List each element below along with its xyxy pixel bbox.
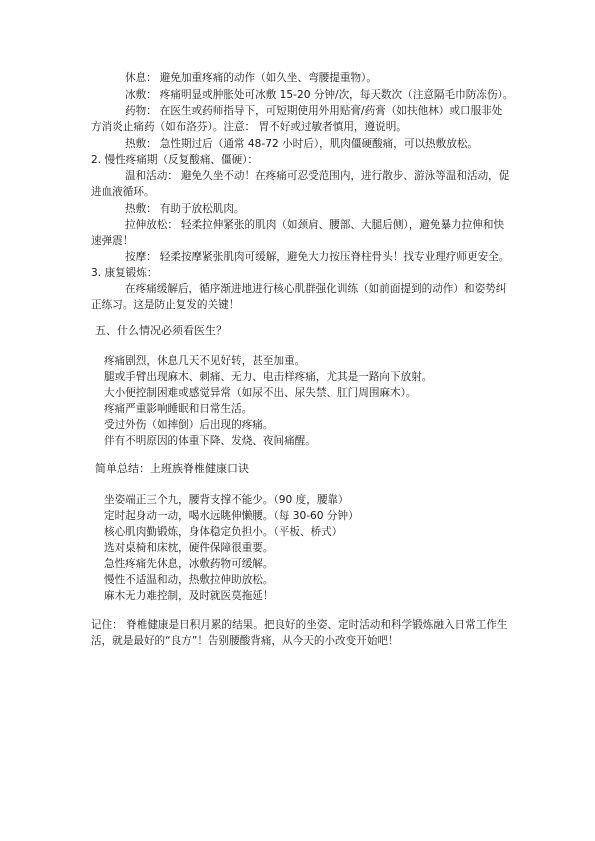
heat-chronic-label: 热敷：	[125, 203, 157, 215]
medicine-text-1: 在医生或药师指导下，可短期使用外用贴膏/药膏（如扶他林）或口服非处	[159, 105, 503, 117]
stretch-item	[125, 218, 504, 232]
rhyme-line: 定时起身动一动，喝水远眺伸懒腰。（每 30-60 分钟）	[104, 510, 359, 522]
doctor-item: 伴有不明原因的体重下降、发烧、夜间痛醒。	[104, 435, 316, 447]
doctor-item: 大小便控制困难或感觉异常（如尿不出、尿失禁、肛门周围麻木）。	[104, 387, 417, 399]
heat-acute-item	[125, 137, 478, 151]
heat-acute-text: 急性期过后（通常 48-72 小时后），肌肉僵硬酸痛，可以热敷放松。	[159, 138, 479, 150]
rhyme-line: 坐姿端正三个九，腰背支撑不能少。（90 度，腰靠）	[104, 494, 349, 506]
rhyme-line: 选对桌椅和床枕，硬件保障很重要。	[104, 542, 274, 554]
stretch-label: 拉伸放松：	[125, 219, 178, 231]
heat-acute-label: 热敷：	[125, 138, 157, 150]
ice-text: 疼痛明显或肿胀处可冰敷 15-20 分钟/次，每天数次（注意隔毛巾防冻伤）。	[159, 89, 514, 101]
massage-item	[125, 250, 509, 264]
activity-label: 温和活动：	[125, 170, 178, 182]
stretch-text-2: 速弹震！	[91, 235, 134, 247]
activity-item	[125, 169, 509, 183]
remember-line-2: 活，就是最好的“良方”！告别腰酸背痛，从今天的小改变开始吧！	[91, 635, 399, 647]
remember-line-1: 记住： 脊椎健康是日积月累的结果。把良好的坐姿、定时活动和科学锻炼融入日常工作生	[91, 619, 508, 631]
ice-label: 冰敷：	[125, 89, 157, 101]
rhyme-line: 麻木无力难控制，及时就医莫拖延！	[104, 590, 274, 602]
massage-text: 轻柔按摩紧张肌肉可缓解，避免大力按压脊柱骨头！找专业理疗师更安全。	[159, 251, 510, 263]
heat-chronic-item	[125, 202, 245, 216]
recovery-heading: 3. 康复锻炼：	[91, 267, 158, 279]
chronic-heading: 2. 慢性疼痛期（反复酸痛、僵硬）：	[91, 154, 259, 166]
stretch-text-1: 轻柔拉伸紧张的肌肉（如颈肩、腰部、大腿后侧），避免暴力拉伸和快	[180, 219, 505, 231]
recovery-text-1: 在疼痛缓解后，循序渐进地进行核心肌群强化训练（如前面提到的动作）和姿势纠	[125, 283, 507, 295]
massage-label: 按摩：	[125, 251, 157, 263]
medicine-label: 药物：	[125, 105, 157, 117]
doctor-item: 疼痛严重影响睡眠和日常生活。	[104, 403, 253, 415]
medicine-text-2: 方消炎止痛药（如布洛芬）。注意： 胃不好或过敏者慎用，遵说明。	[91, 121, 407, 133]
activity-text-1: 避免久坐不动！在疼痛可忍受范围内，进行散步、游泳等温和活动，促	[180, 170, 510, 182]
summary-heading: 简单总结：上班族脊椎健康口诀	[95, 462, 249, 475]
rest-label: 休息：	[125, 72, 157, 84]
heat-chronic-text: 有助于放松肌肉。	[159, 203, 245, 215]
medicine-item	[125, 104, 502, 118]
section5-heading: 五、什么情况必须看医生？	[95, 324, 227, 337]
doctor-item: 疼痛剧烈，休息几天不见好转，甚至加重。	[104, 355, 306, 367]
doctor-item: 受过外伤（如摔倒）后出现的疼痛。	[104, 419, 274, 431]
rest-text: 避免加重疼痛的动作（如久坐、弯腰提重物）。	[159, 72, 377, 84]
doctor-item: 腿或手臂出现麻木、刺痛、无力、电击样疼痛，尤其是一路向下放射。	[104, 371, 433, 383]
rhyme-line: 急性疼痛先休息，冰敷药物可缓解。	[104, 558, 274, 570]
rhyme-line: 核心肌肉勤锻炼，身体稳定负担小。（平板、桥式）	[104, 526, 343, 538]
activity-text-2: 进血液循环。	[91, 186, 155, 198]
ice-item	[125, 88, 513, 102]
rhyme-line: 慢性不适温和动，热敷拉伸助放松。	[104, 574, 274, 586]
rest-item	[125, 71, 377, 85]
recovery-text-2: 正练习。这是防止复发的关键！	[91, 299, 240, 311]
